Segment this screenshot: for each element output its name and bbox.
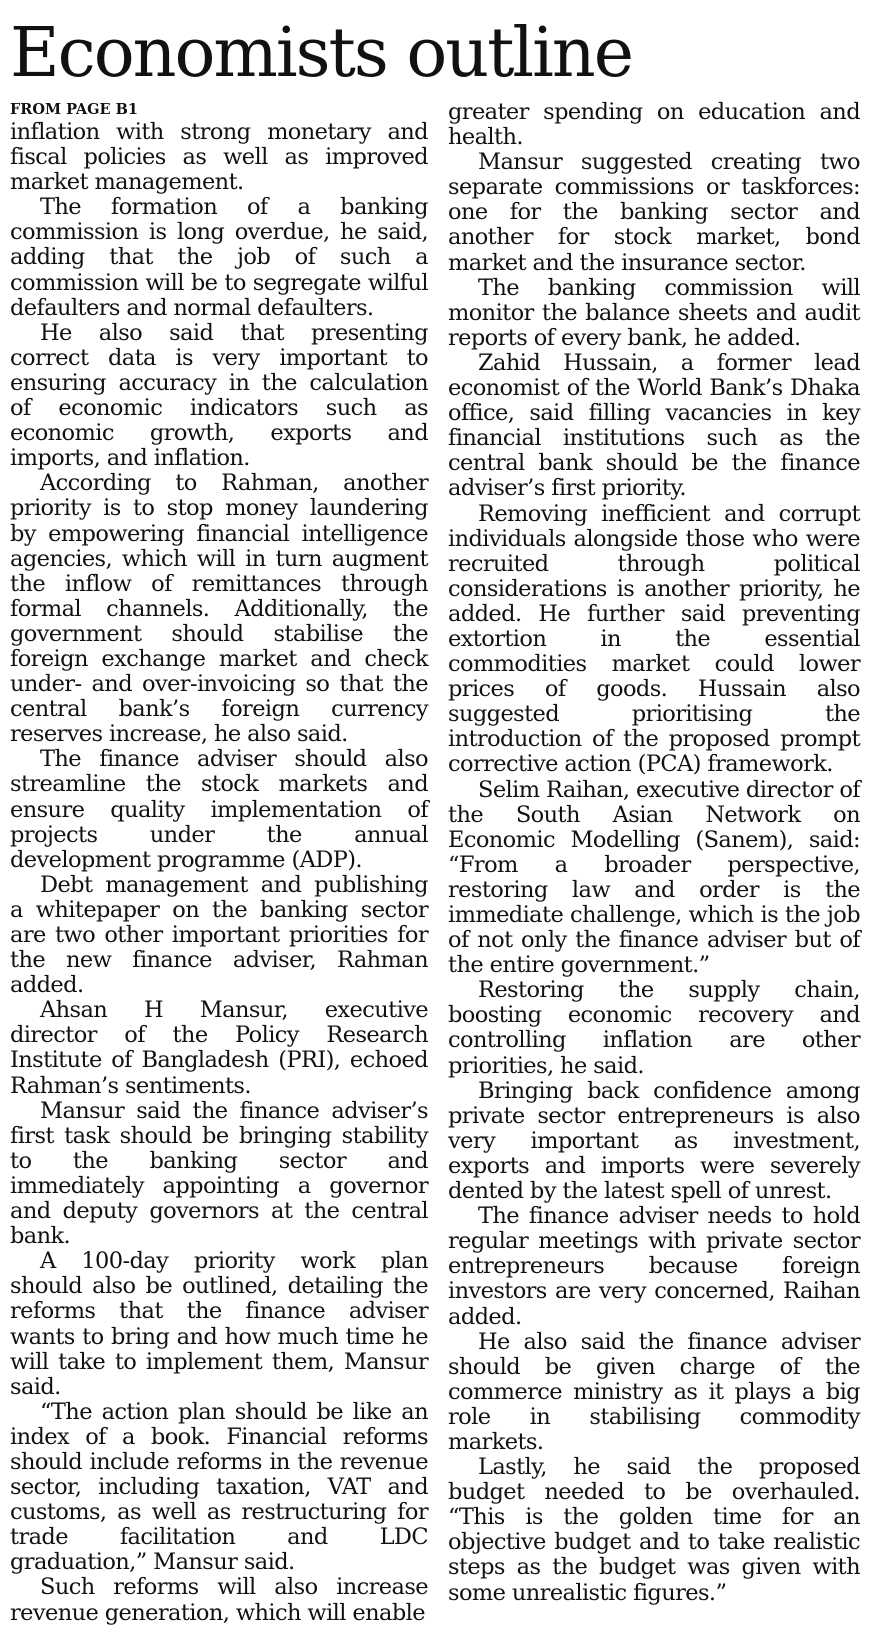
paragraph: According to Rahman, another priority is to stop money laundering by empowering financial intelligence agencies, which will in turn augment the inflow of remittances through formal channels. Additionally, the government should stabilise the foreign exchange market and check under- and over-invoicing so that the central bank’s foreign currency reserves increase, he also said. xyxy=(10,470,428,748)
paragraph: Selim Raihan, executive director of the South Asian Network on Economic Modelling (Sanem), said: “From a broader perspective, restoring law and order is the immediate challenge, which is the job of not only the finance adviser but of the entire government.” xyxy=(448,776,860,979)
headline: Economists outline xyxy=(10,14,632,93)
paragraph: The finance adviser should also streamline the stock markets and ensure quality implementation of projects under the annual development programme (ADP). xyxy=(10,746,428,873)
paragraph: Bringing back confidence among private sector entrepreneurs is also very important as investment, exports and imports were severely dented by the latest spell of unrest. xyxy=(448,1077,860,1205)
paragraph: He also said the finance adviser should be given charge of the commerce ministry as it plays a big role in stabilising commodity markets. xyxy=(448,1328,860,1455)
paragraph: Removing inefficient and corrupt individuals alongside those who were recruited through political considerations is another priority, he added. He further said preventing extortion in the essential commodities market could lower prices of goods. Hussain also suggested prioritising the introduction of the proposed prompt corrective action (PCA) framework. xyxy=(448,500,860,778)
paragraph: Restoring the supply chain, boosting economic recovery and controlling inflation are other priorities, he said. xyxy=(448,977,860,1079)
right-column xyxy=(448,100,860,1606)
left-column xyxy=(10,100,428,1626)
paragraph: Such reforms will also increase revenue generation, which will enable xyxy=(10,1574,428,1626)
paragraph: Lastly, he said the proposed budget needed to be overhauled. “This is the golden time for an objective budget and to take realistic steps as the budget was given with some unrealistic figures.” xyxy=(448,1454,860,1606)
paragraph: He also said that presenting correct data is very important to ensuring accuracy in the calculation of economic indicators such as economic growth, exports and imports, and inflation. xyxy=(10,319,428,472)
paragraph: Debt management and publishing a whitepaper on the banking sector are two other important priorities for the new finance adviser, Rahman added. xyxy=(10,871,428,999)
paragraph: Mansur said the finance adviser’s first task should be bringing stability to the banking sector and immediately appointing a governor and deputy governors at the central bank. xyxy=(10,1097,428,1250)
paragraph: greater spending on education and health. xyxy=(448,99,860,151)
paragraph: Ahsan H Mansur, executive director of the Policy Research Institute of Bangladesh (PRI), echoed Rahman’s sentiments. xyxy=(10,997,428,1099)
paragraph: “The action plan should be like an index of a book. Financial reforms should include reforms in the revenue sector, including taxation, VAT and customs, as well as restructuring for trade facilitation and LDC graduation,” Mansur said. xyxy=(10,1398,428,1576)
paragraph: A 100-day priority work plan should also be outlined, detailing the reforms that the finance adviser wants to bring and how much time he will take to implement them, Mansur said. xyxy=(10,1248,428,1400)
paragraph: The formation of a banking commission is long overdue, he said, adding that the job of such a commission will be to segregate wilful defaulters and normal defaulters. xyxy=(10,194,428,321)
paragraph: Zahid Hussain, a former lead economist of the World Bank’s Dhaka office, said filling vacancies in key financial institutions such as the central bank should be the finance adviser’s first priority. xyxy=(448,349,860,502)
paragraph: The banking commission will monitor the balance sheets and audit reports of every bank, he added. xyxy=(448,274,860,351)
paragraph: The finance adviser needs to hold regular meetings with private sector entrepreneurs because foreign investors are very concerned, Raihan added. xyxy=(448,1203,860,1330)
dateline: FROM PAGE B1 xyxy=(10,101,139,118)
paragraph: Mansur suggested creating two separate commissions or taskforces: one for the banking sector and another for stock market, bond market and the insurance sector. xyxy=(448,149,860,276)
paragraph: inflation with strong monetary and fiscal policies as well as improved market management. xyxy=(10,119,428,196)
